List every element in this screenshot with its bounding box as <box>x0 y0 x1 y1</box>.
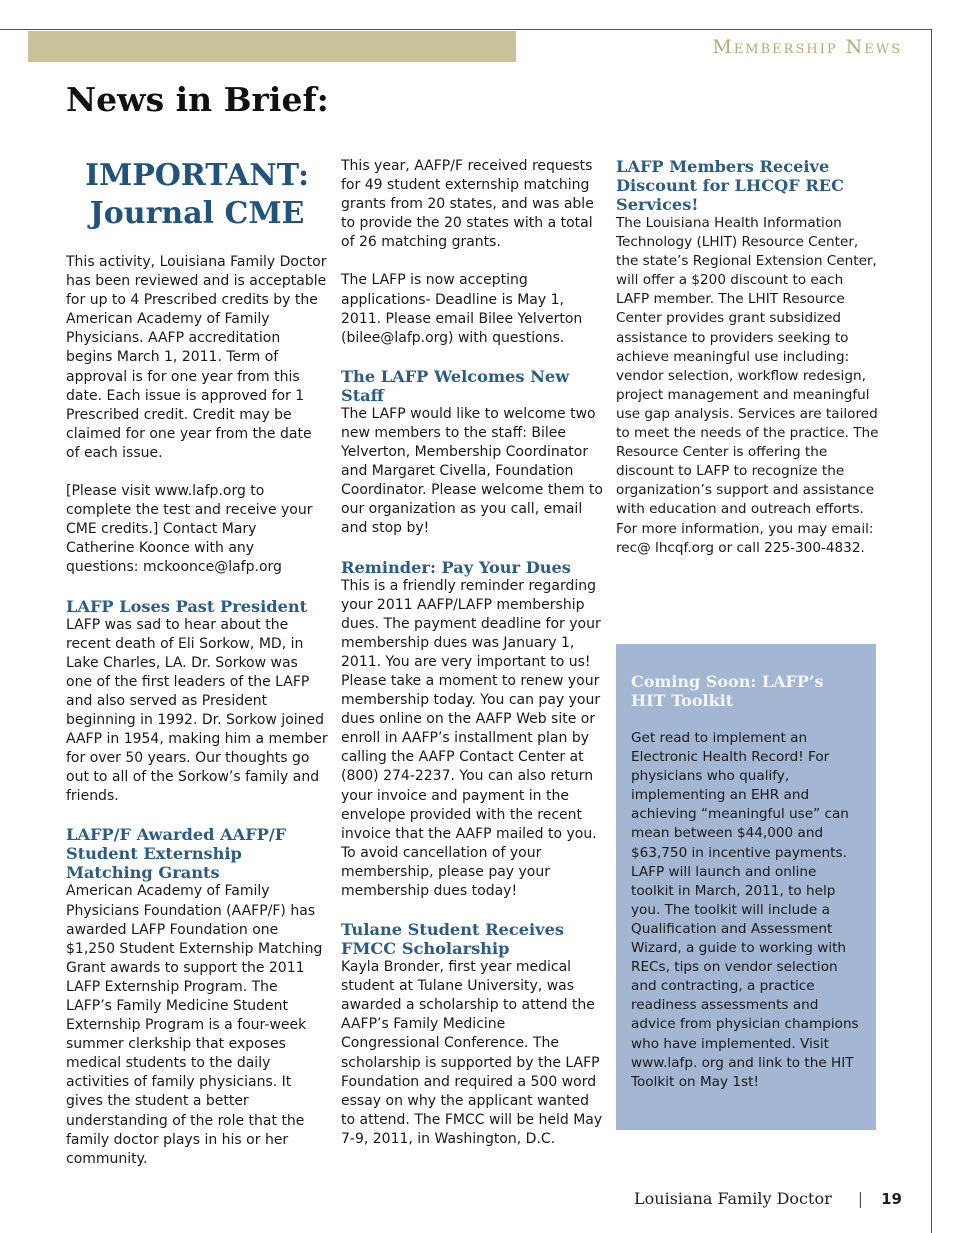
discount-title: LAFP Members Receive Discount for LHCQF REC Services! <box>616 157 844 214</box>
dues-article <box>341 558 603 902</box>
discount-body: The Louisiana Health Information Technology (LHIT) Resource Center, the state’s Regional Extension Center, will offer a $200 discount to each LAFP member. The LHIT Resource Center provides grant subsidized assistance to providers seeking to achieve meaningful use including: vendor selection, workflow redesign, project management and meaningful use gap analysis. Services are tailored to meet the needs of the practice. The Resource Center is offering the discount to LAFP to recognize the organization’s support and assistance with education and outreach efforts. For more information, you may email: rec@ lhcqf.org or call 225-300-4832. <box>616 215 879 556</box>
president-title: LAFP Loses Past President <box>66 596 308 616</box>
page-footer <box>634 1189 902 1208</box>
column-3 <box>616 157 880 577</box>
header-bar <box>28 31 516 62</box>
grants-title: LAFP/F Awarded AAFP/F Student Externship Matching Grants <box>66 825 287 883</box>
page-number: 19 <box>881 1190 902 1208</box>
right-rule <box>931 29 932 1233</box>
staff-body: The LAFP would like to welcome two new members to the staff: Bilee Yelverton, Membership Coordinator and Margaret Civella, Foundation Coordinator. Please welcome them to our organization as you call, email and stop by! <box>341 405 603 537</box>
tulane-article <box>341 920 603 1149</box>
grants-article <box>66 825 328 1168</box>
column-1 <box>66 157 328 1188</box>
grants-body: American Academy of Family Physicians Foundation (AAFP/F) has awarded LAFP Foundation one $1,250 Student Externship Matching Grant awards to support the 2011 LAFP Externship Program. The LAFP’s Family Medicine Student Externship Program is a four-week summer clerkship that exposes medical students to the daily activities of family physicians. It gives the student a better understanding of the role that the family doctor plays in his or her community. <box>66 883 323 1167</box>
president-article <box>66 597 328 807</box>
top-rule <box>0 29 932 30</box>
discount-article <box>616 157 880 558</box>
grants-paragraph-2: This year, AAFP/F received requests for 49 student externship matching grants from 20 states, and was able to provide the 20 states with a total of 26 matching grants. <box>341 158 594 251</box>
sidebar-title: Coming Soon: LAFP’s HIT Toolkit <box>631 672 824 710</box>
column-2 <box>341 157 603 1168</box>
footer-separator: | <box>857 1189 864 1208</box>
tulane-body: Kayla Bronder, first year medical student at Tulane University, was awarded a scholarship to attend the AAFP’s Family Medicine Congressional Conference. The scholarship is supported by the LAFP Foundation and required a 500 word essay on why the applicant wanted to attend. The FMCC will be held May 7-9, 2011, in Washington, D.C. <box>341 959 603 1147</box>
publication-name: Louisiana Family Doctor <box>634 1189 832 1208</box>
important-title: IMPORTANT: Journal CME <box>84 158 310 231</box>
president-body: LAFP was sad to hear about the recent death of Eli Sorkow, MD, in Lake Charles, LA. Dr. Sorkow was one of the first leaders of the LAFP and also served as President beginning in 1992. Dr. Sorkow joined AAFP in 1954, making him a member for over 50 years. Our thoughts go out to all of the Sorkow’s family and friends. <box>66 616 328 805</box>
important-paragraph-2: [Please visit www.lafp.org to complete the test and receive your CME credits.] Contact Mary Catherine Koonce with any questions: mckoonce@lafp.org <box>66 483 313 576</box>
staff-title: The LAFP Welcomes New Staff <box>341 366 570 405</box>
staff-article <box>341 367 603 539</box>
dues-body: This is a friendly reminder regarding your 2011 AAFP/LAFP membership dues. The payment deadline for your membership dues was January 1, 2011. You are very important to us! Please take a moment to renew your membership today. You can pay your dues online on the AAFP Web site or enroll in AAFP’s installment plan by calling the AAFP Contact Center at (800) 274-2237. You can also return your invoice and payment in the envelope provided with the recent invoice that the AAFP mailed to you. To avoid cancellation of your membership, please pay your membership dues today! <box>341 577 601 899</box>
hit-toolkit-sidebar <box>616 644 876 1130</box>
section-label: Membership News <box>712 36 902 58</box>
sidebar-body: Get read to implement an Electronic Health Record! For physicians who qualify, implementing an EHR and achieving “meaningful use” can mean between $44,000 and $63,750 in incentive payments. LAFP will launch and online toolkit in March, 2011, to help you. The toolkit will include a Qualification and Assessment Wizard, a guide to working with RECs, tips on vendor selection and contracting, a practice readiness assessments and advice from physician champions who have implemented. Visit www.lafp. org and link to the HIT Toolkit on May 1st! <box>631 730 859 1090</box>
tulane-title: Tulane Student Receives FMCC Scholarship <box>341 920 564 959</box>
dues-title: Reminder: Pay Your Dues <box>341 557 571 577</box>
grants-paragraph-3: The LAFP is now accepting applications- Deadline is May 1, 2011. Please email Bilee Yelverton (bilee@lafp.org) with questions. <box>341 272 583 346</box>
page-title: News in Brief: <box>66 80 329 119</box>
important-paragraph-1: This activity, Louisiana Family Doctor has been reviewed and is acceptable for up to 4 Prescribed credits by the American Academy of Family Physicians. AAFP accreditation begins March 1, 2011. Term of approval is for one year from this date. Each issue is approved for 1 Prescribed credit. Credit may be claimed for one year from the date of each issue. <box>66 254 327 461</box>
